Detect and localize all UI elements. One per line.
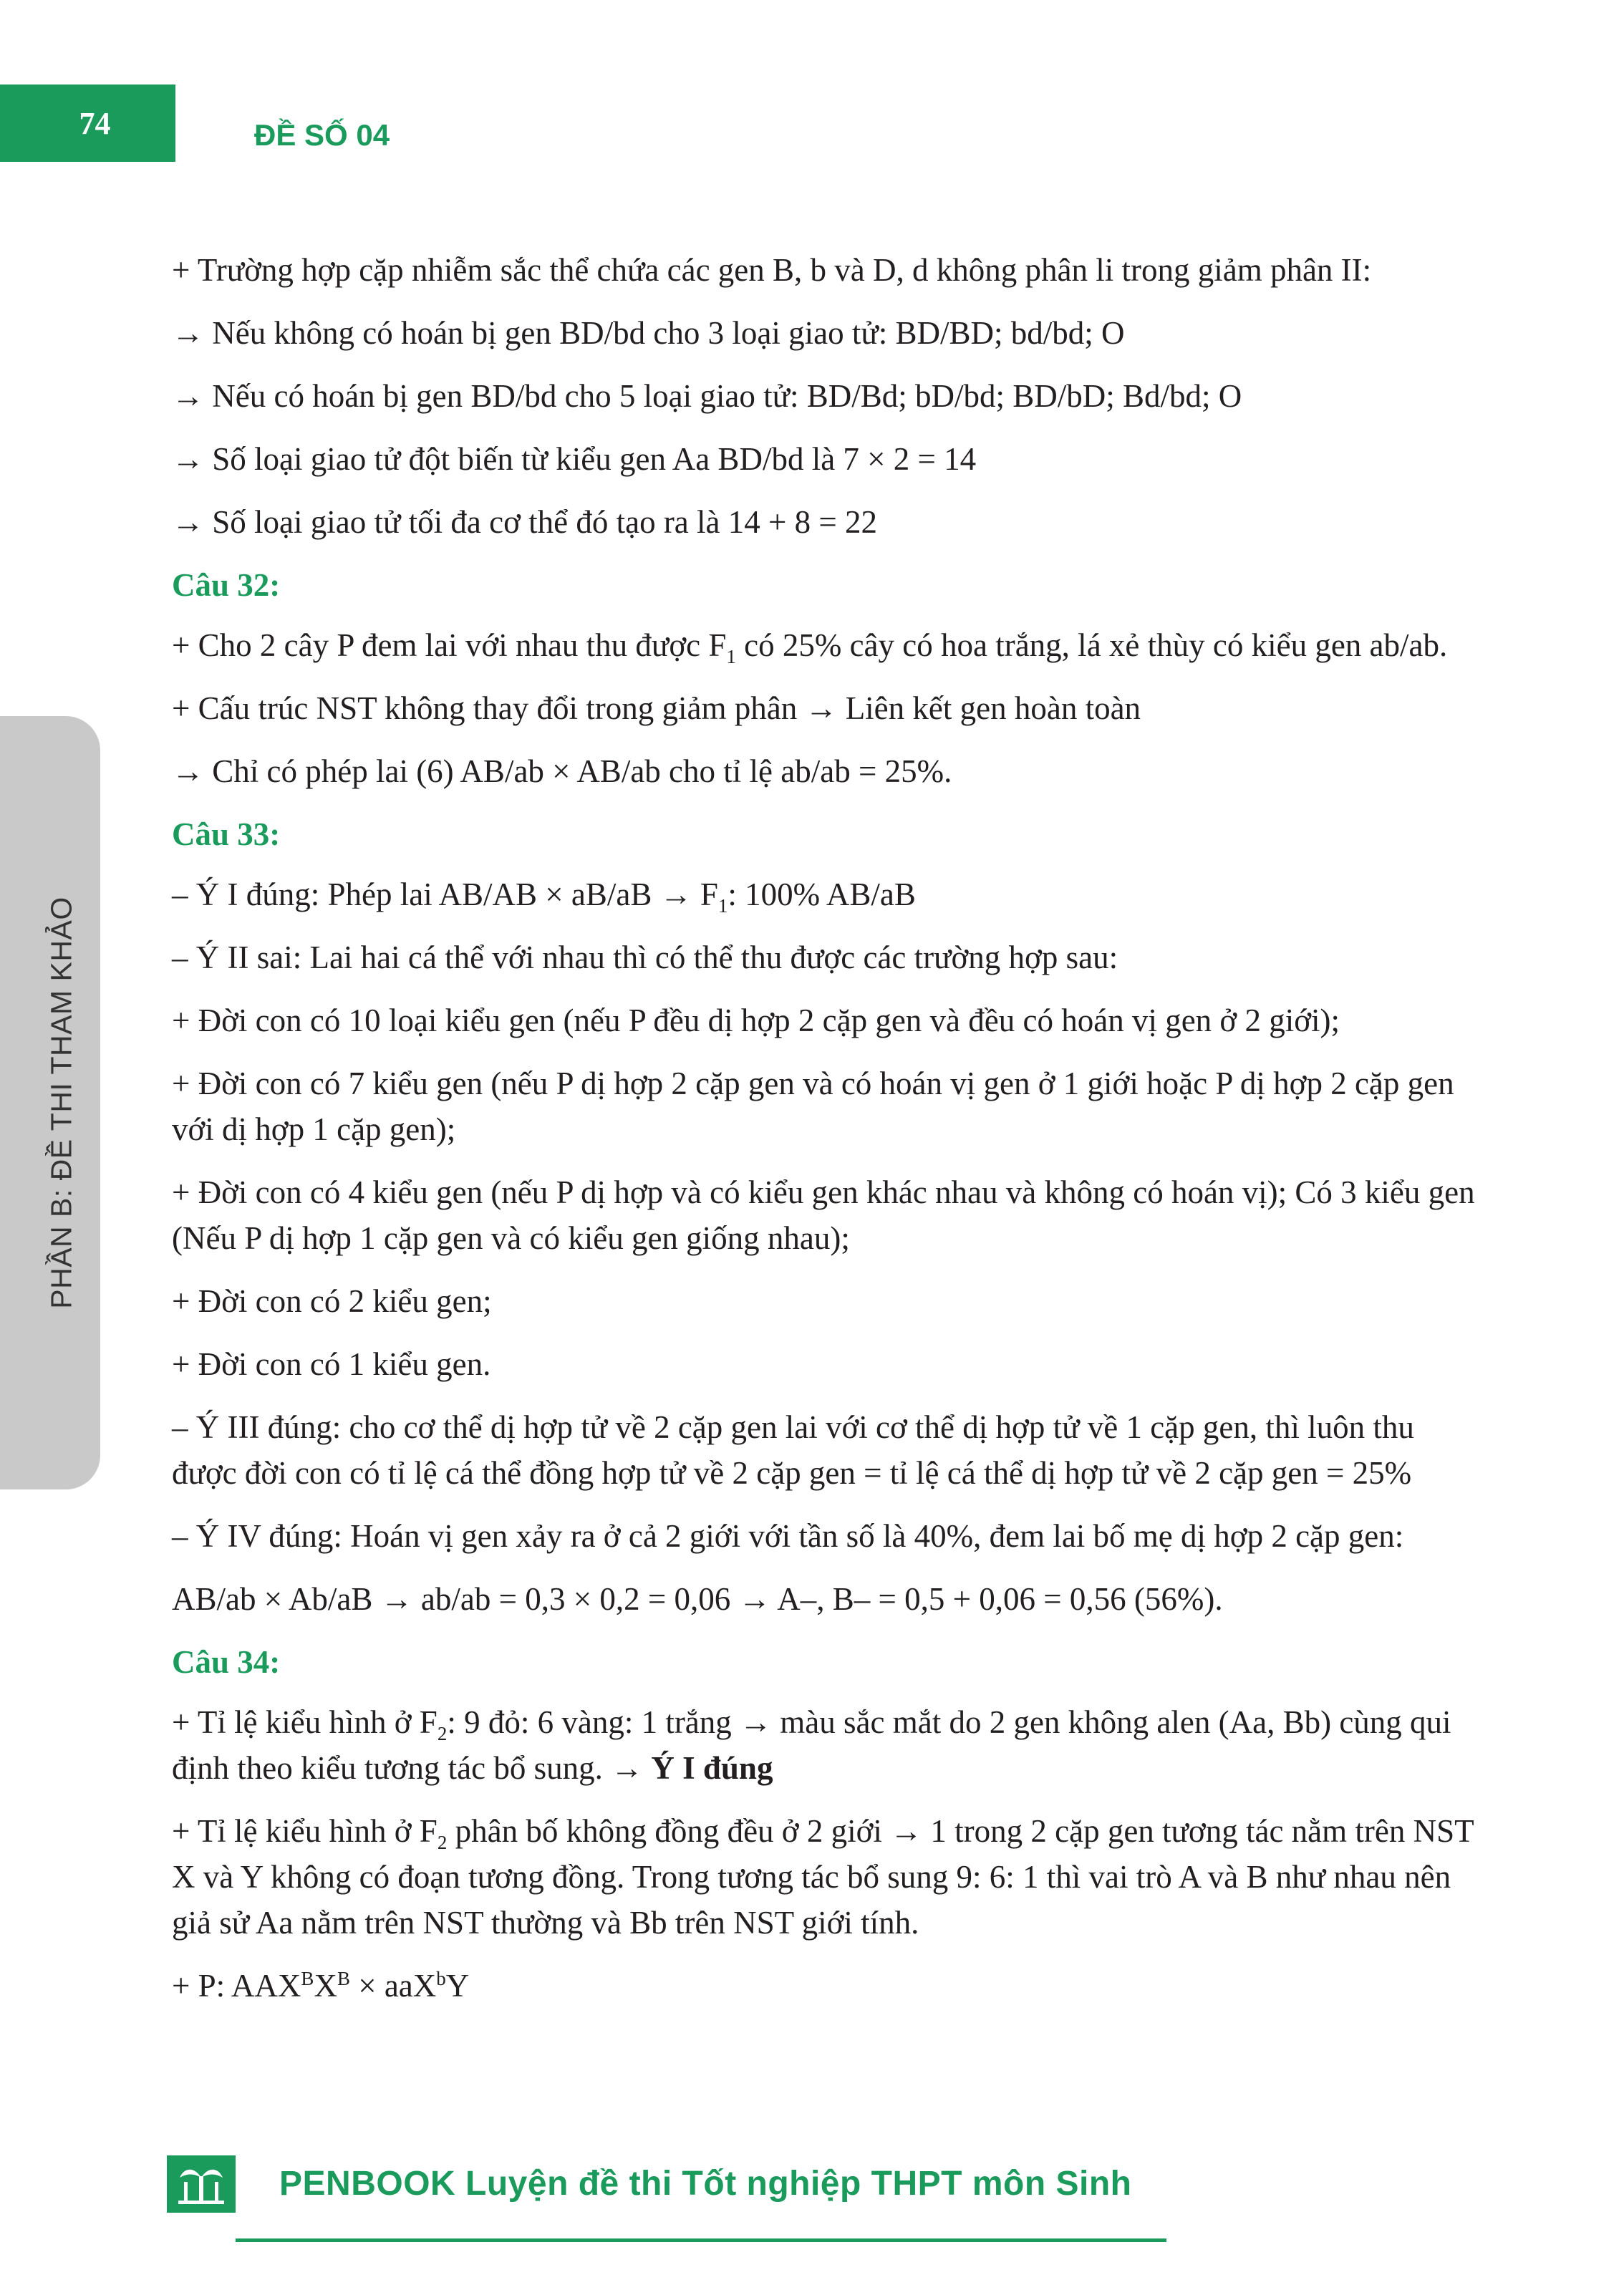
question-heading: Câu 32: [172,567,281,603]
footer-title: PENBOOK Luyện đề thi Tốt nghiệp THPT môn Sinh [279,2165,1132,2203]
paragraph: + Tỉ lệ kiểu hình ở $F_2$ phân bố không đồng đều ở 2 giới → 1 trong 2 cặp gen tương tác nằm trên NST X và Y không có đoạn tương đồng. Trong tương tác bổ sung 9: 6: 1 thì vai trò A và B như nhau nên giả sử Aa nằm trên NST thường và Bb trên NST giới tính. [172,1813,1474,1941]
paragraph: + Đời con có 2 kiểu gen; [172,1283,492,1319]
paragraph: + P: $AAX^BX^B \times aaX^bY$ [172,1968,470,2004]
page-number: 74 [0,84,175,162]
paragraph: + Trường hợp cặp nhiễm sắc thể chứa các gen B, b và D, d không phân li trong giảm phân II: [172,252,1372,288]
paragraph: → Nếu có hoán bị gen BD/bd cho 5 loại giao tử: BD/Bd; bD/bd; BD/bD; Bd/bd; O [172,378,1242,414]
footer-underline [236,2238,1166,2242]
tree-logo-icon [167,2155,236,2213]
paragraph: + Đời con có 1 kiểu gen. [172,1346,491,1382]
paragraph: → Số loại giao tử đột biến từ kiểu gen Aa BD/bd là 7 × 2 = 14 [172,441,977,477]
paragraph: → Nếu không có hoán bị gen BD/bd cho 3 loại giao tử: BD/BD; bd/bd; O [172,315,1125,351]
paragraph: – Ý III đúng: cho cơ thể dị hợp tử về 2 cặp gen lai với cơ thể dị hợp tử về 1 cặp gen, thì luôn thu được đời con có tỉ lệ cá thể đồng hợp tử về 2 cặp gen = tỉ lệ cá thể dị hợp tử về 2 cặp gen = 25% [172,1409,1414,1491]
paragraph: + Cho 2 cây P đem lai với nhau thu được $F_1$ có 25% cây có hoa trắng, lá xẻ thùy có kiểu gen ab/ab. [172,627,1448,667]
paragraph: AB/ab × Ab/aB → ab/ab = 0,3 × 0,2 = 0,06 → A–, B– = 0,5 + 0,06 = 0,56 (56%). [172,1581,1223,1617]
paragraph: – Ý IV đúng: Hoán vị gen xảy ra ở cả 2 giới với tần số là 40%, đem lai bố mẹ dị hợp 2 cặp gen: [172,1518,1404,1554]
paragraph: + Đời con có 4 kiểu gen (nếu P dị hợp và có kiểu gen khác nhau và không có hoán vị); Có 3 kiểu gen (Nếu P dị hợp 1 cặp gen và có kiểu gen giống nhau); [172,1174,1475,1256]
side-tab-label: PHẦN B: ĐỀ THI THAM KHẢO [44,897,78,1309]
paragraph: + Đời con có 7 kiểu gen (nếu P dị hợp 2 cặp gen và có hoán vị gen ở 1 giới hoặc P dị hợp 2 cặp gen với dị hợp 1 cặp gen); [172,1066,1454,1147]
question-heading: Câu 33: [172,816,281,852]
page-content [172,247,1475,2026]
paragraph: → Chỉ có phép lai (6) AB/ab × AB/ab cho tỉ lệ ab/ab = 25%. [172,753,952,789]
paragraph: → Số loại giao tử tối đa cơ thể đó tạo ra là 14 + 8 = 22 [172,504,878,540]
paragraph: – Ý I đúng: Phép lai $AB/AB \times aB/aB \to F_1$: 100% AB/aB [172,876,916,917]
chapter-title: ĐỀ SỐ 04 [254,118,390,152]
paragraph: + Cấu trúc NST không thay đổi trong giảm phân → Liên kết gen hoàn toàn [172,690,1141,726]
paragraph: + Đời con có 10 loại kiểu gen (nếu P đều dị hợp 2 cặp gen và đều có hoán vị gen ở 2 giới); [172,1003,1340,1038]
question-heading: Câu 34: [172,1644,281,1680]
paragraph: – Ý II sai: Lai hai cá thể với nhau thì có thể thu được các trường hợp sau: [172,940,1118,975]
paragraph: + Tỉ lệ kiểu hình ở $F_2$: 9 đỏ: 6 vàng: 1 trắng → màu sắc mắt do 2 gen không alen (Aa, Bb) cùng qui định theo kiểu tương tác bổ sung. → Ý I đúng [172,1704,1451,1786]
